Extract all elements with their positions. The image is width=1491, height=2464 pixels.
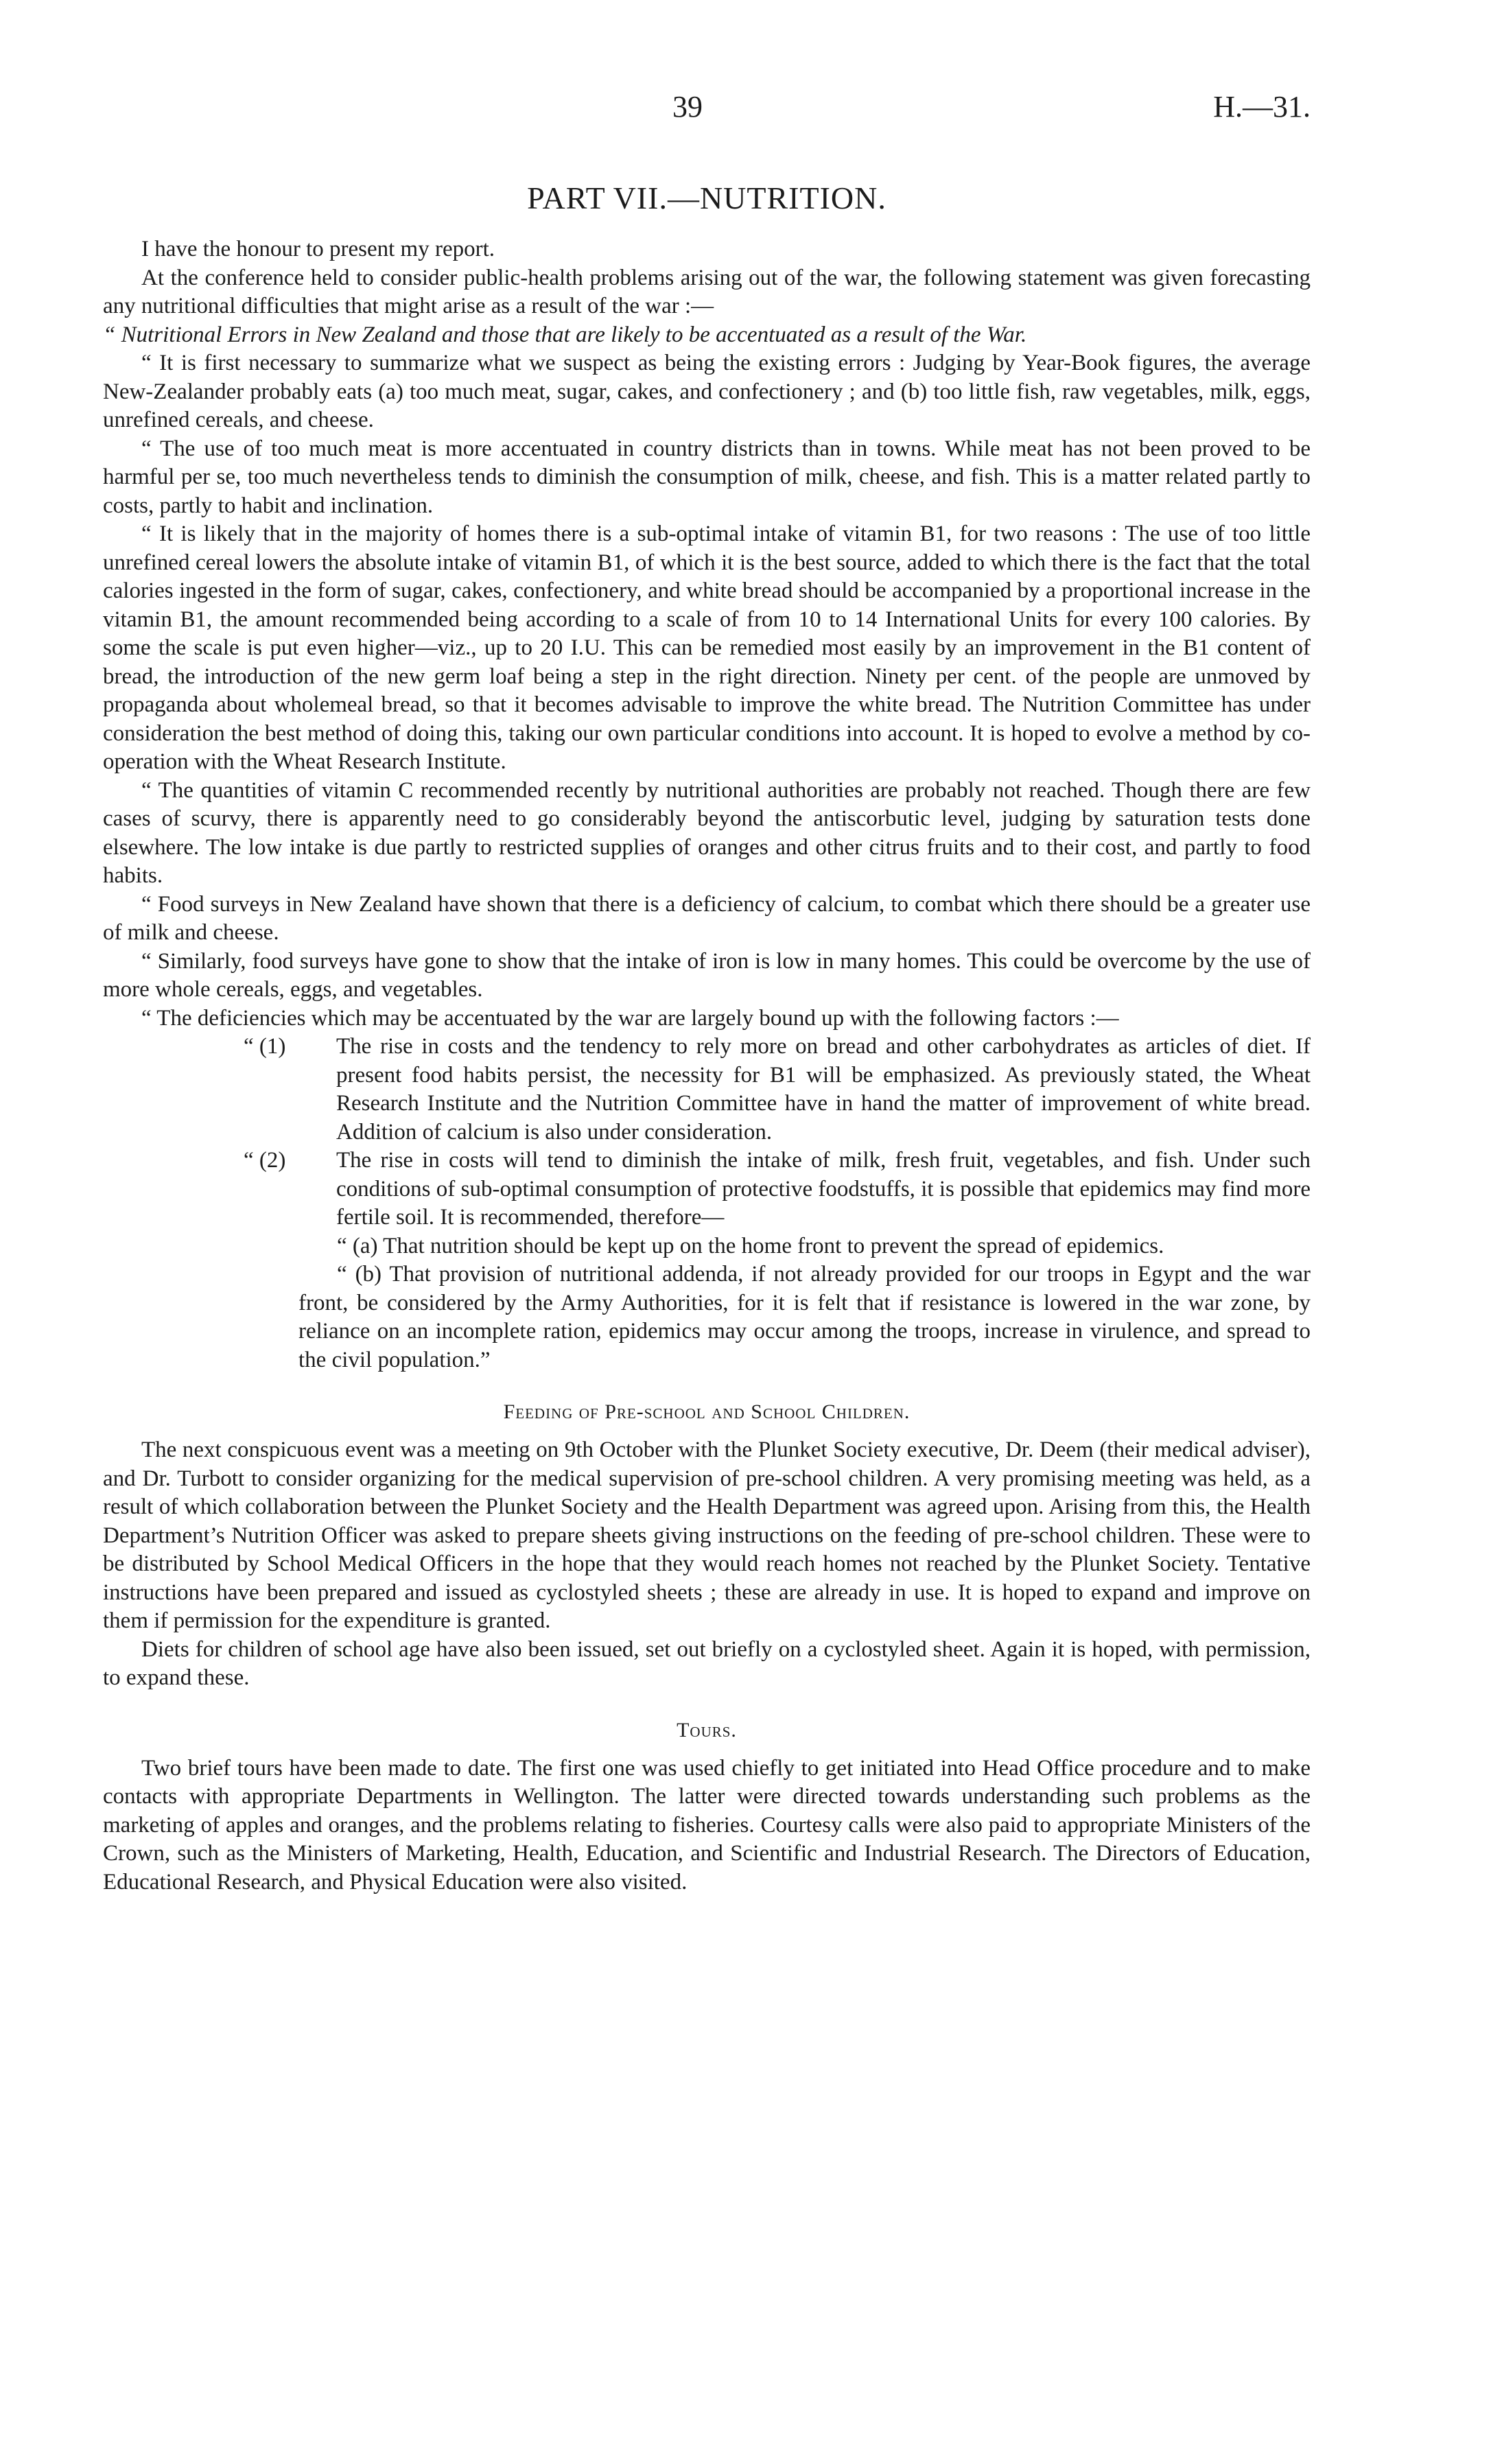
recommendation-item: “ (a) That nutrition should be kept up on the home front to prevent the spread of epidemics. [337, 1233, 1164, 1258]
body-paragraph: “ Similarly, food surveys have gone to show that the intake of iron is low in many homes. This could be overcome by the use of more whole cereals, eggs, and vegetables. [103, 948, 1311, 1002]
body-paragraph: “ It is likely that in the majority of homes there is a sub-optimal intake of vitamin B1, for two reasons : The use of too little unrefined cereal lowers the absolute intake of vitamin B1, of which it is the best source, added to which there is the fact that the total calories ingested in the form of sugar, cakes, confectionery, and white bread should be accompanied by a proportional increase in the vitamin B1, the amount recommended being according to a scale of from 10 to 14 International Units for every 100 calories. By some the scale is put even higher—viz., up to 20 I.U. This can be remedied most easily by an improvement in the B1 content of bread, the introduction of the new germ loaf being a step in the right direction. Ninety per cent. of the people are unmoved by propaganda about wholemeal bread, so that it becomes advisable to improve the white bread. The Nutrition Committee has under consideration the best method of doing this, taking our own particular conditions into account. It is hoped to evolve a method by co-operation with the Wheat Research Institute. [103, 521, 1311, 774]
body-paragraph: Diets for children of school age have also been issued, set out briefly on a cyclostyled sheet. Again it is hoped, with permission, to expand these. [103, 1636, 1311, 1690]
factor-item [103, 1033, 1311, 1147]
factor-text: The rise in costs and the tendency to rely more on bread and other carbohydrates as articles of diet. If present food habits persist, the necessity for B1 will be emphasized. As previously stated, the Wheat Research Institute and the Nutrition Committee have in hand the matter of improvement of white bread. Addition of calcium is also under consideration. [336, 1034, 1311, 1145]
section-heading-feeding: Feeding of Pre-school and School Children. [503, 1400, 911, 1423]
body-paragraph: The next conspicuous event was a meeting on 9th October with the Plunket Society executive, Dr. Deem (their medical adviser), and Dr. Turbott to consider organizing for the medical supervision of pre-school children. A very promising meeting was held, as a result of which collaboration between the Plunket Society and the Health Department was agreed upon. Arising from this, the Health Department’s Nutrition Officer was asked to prepare sheets giving instructions on the feeding of pre-school children. These were to be distributed by School Medical Officers in the hope that they would reach homes not reached by the Plunket Society. Tentative instructions have been prepared and issued as cyclostyled sheets ; these are already in use. It is hoped to expand and improve on them if permission for the expenditure is granted. [103, 1438, 1311, 1633]
document-reference: H.—31. [1213, 90, 1311, 124]
document-page [103, 89, 1311, 1897]
intro-paragraph: At the conference held to consider public-health problems arising out of the war, the following statement was given forecasting any nutritional difficulties that might arise as a result of the war :— [103, 265, 1311, 318]
factor-item [103, 1147, 1311, 1232]
section-heading-tours: Tours. [677, 1718, 737, 1741]
part-title: PART VII.—NUTRITION. [527, 180, 887, 215]
factor-text: The rise in costs will tend to diminish the intake of milk, fresh fruit, vegetables, and fish. Under such conditions of sub-optimal consumption of protective foodstuffs, it is possible that epidemics may find more fertile soil. It is recommended, therefore— [336, 1148, 1311, 1230]
body-paragraph: “ The use of too much meat is more accentuated in country districts than in towns. While meat has not been proved to be harmful per se, too much nevertheless tends to diminish the consumption of milk, cheese, and fish. This is a matter related partly to costs, partly to habit and inclination. [103, 436, 1311, 518]
body-paragraph: Two brief tours have been made to date. The first one was used chiefly to get initiated into Head Office procedure and to make contacts with appropriate Departments in Wellington. The latter were directed towards understanding such problems as the marketing of apples and oranges, and the problems relating to fisheries. Courtesy calls were also paid to appropriate Ministers of the Crown, such as the Ministers of Marketing, Health, Education, and Scientific and Industrial Research. The Directors of Education, Educational Research, and Physical Education were also visited. [103, 1755, 1311, 1894]
factor-marker: “ (1) [244, 1034, 286, 1059]
recommendation-item: “ (b) That provision of nutritional addenda, if not already provided for our troops in Egypt and the war front, be considered by the Army Authorities, for it is felt that if resistance is lowered in the war zone, by reliance on an incomplete ration, epidemics may occur among the troops, increase in virulence, and spread to the civil population.” [298, 1262, 1311, 1372]
body-paragraph: “ Food surveys in New Zealand have shown that there is a deficiency of calcium, to combat which there should be a greater use of milk and cheese. [103, 891, 1311, 945]
intro-paragraph: I have the honour to present my report. [141, 237, 495, 261]
body-paragraph: “ The deficiencies which may be accentuated by the war are largely bound up with the following factors :— [141, 1005, 1119, 1031]
page-number: 39 [672, 90, 703, 124]
body-paragraph: “ The quantities of vitamin C recommended recently by nutritional authorities are probably not reached. Though there are few cases of scurvy, there is apparently need to go considerably beyond the antiscorbutic level, judging by saturation tests done elsewhere. The low intake is due partly to restricted supplies of oranges and other citrus fruits and to their cost, and partly to food habits. [103, 777, 1311, 888]
factor-marker: “ (2) [244, 1148, 286, 1173]
quote-heading: “ Nutritional Errors in New Zealand and those that are likely to be accentuated as a result of the War. [103, 322, 1027, 347]
page-header [103, 89, 1311, 137]
body-paragraph: “ It is first necessary to summarize what we suspect as being the existing errors : Judging by Year-Book figures, the average New-Zealander probably eats (a) too much meat, sugar, cakes, and confectionery ; and (b) too little fish, raw vegetables, milk, eggs, unrefined cereals, and cheese. [103, 351, 1311, 432]
